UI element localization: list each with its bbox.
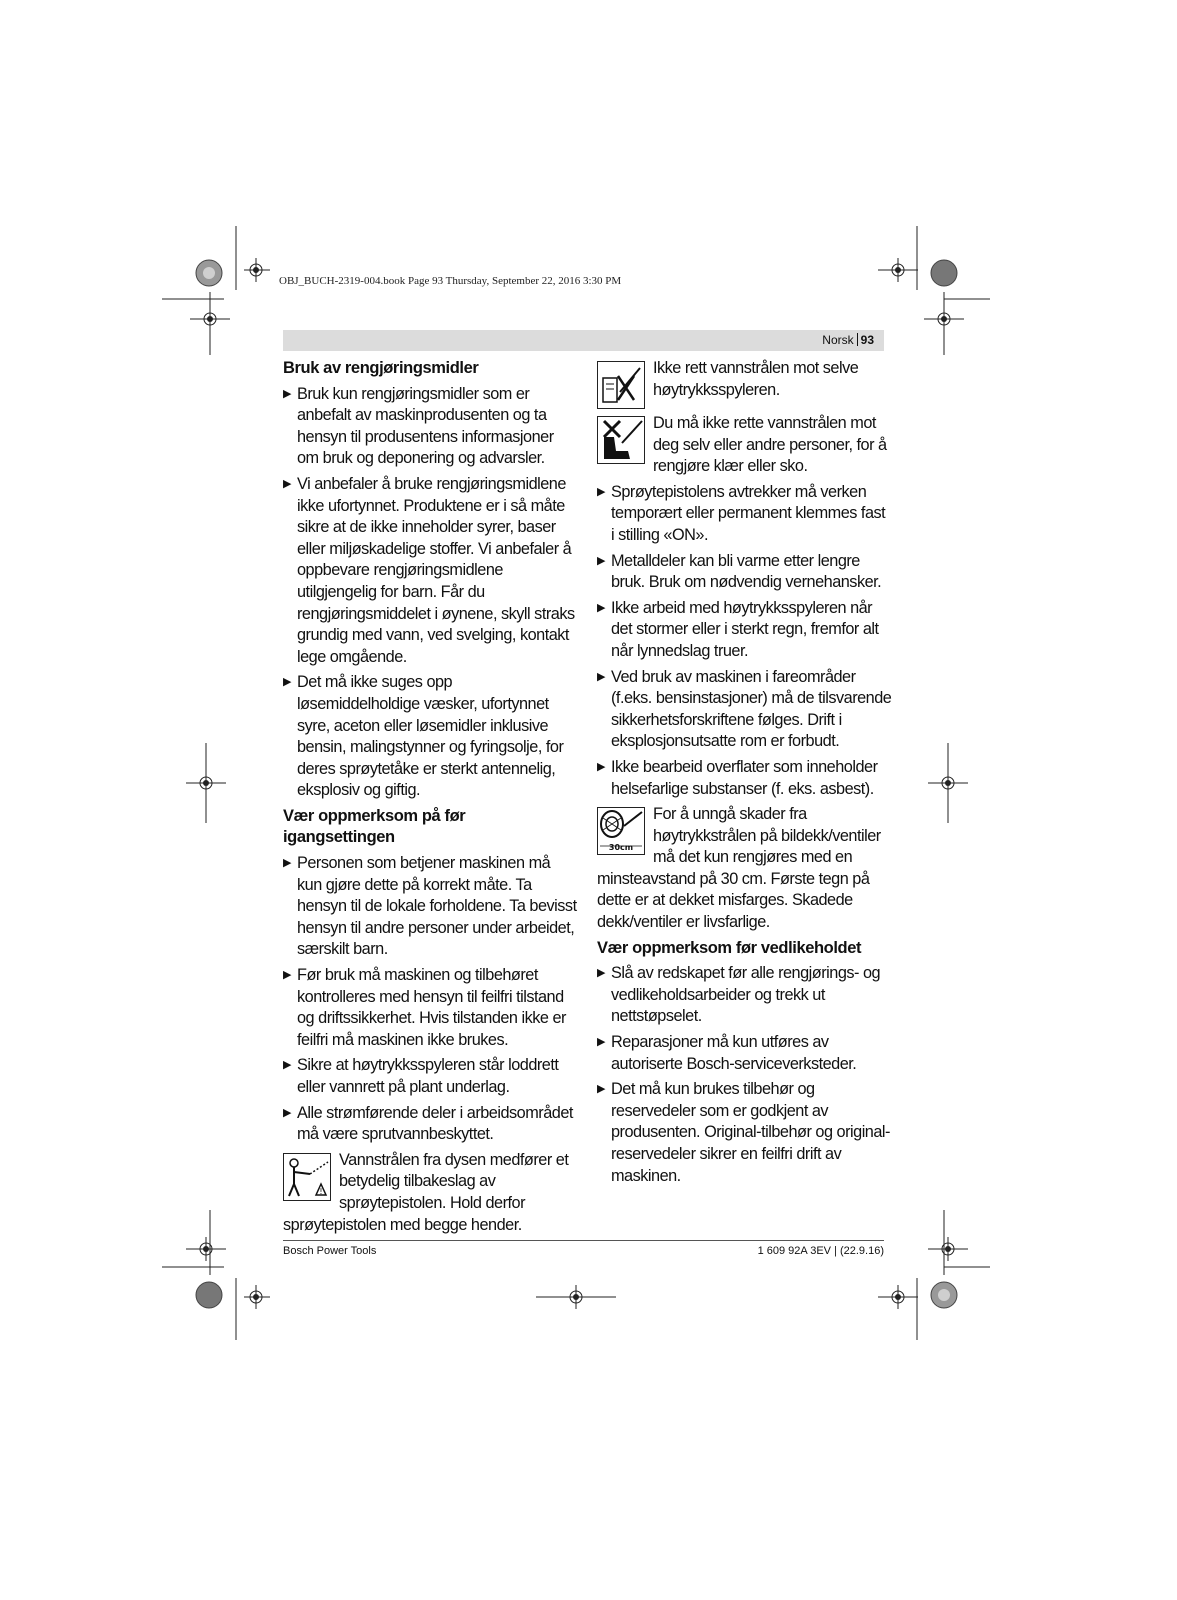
list-item: ▶ Reparasjoner må kun utføres av autoriserte Bosch-serviceverksteder. — [597, 1033, 857, 1073]
cleaning-agents-list — [283, 384, 578, 802]
list-item: ▶ Ikke bearbeid overflater som inneholder helsefarlige substanser (f. eks. asbest). — [597, 757, 878, 798]
bullet-arrow-icon: ▶ — [597, 760, 605, 773]
bullet-arrow-icon: ▶ — [597, 554, 605, 567]
bullet-arrow-icon: ▶ — [597, 1083, 605, 1096]
page-number: 93 — [860, 333, 874, 347]
tyre-distance-text: For å unngå skader fra høytrykkstrålen på bildekk/ventiler må det kun rengjøres med en minsteavstand på 30 cm. Første tegn på dette er at dekket misfarges. Skadede dekk/ventiler er livsfarlige. — [597, 805, 881, 932]
before-startup-list — [283, 853, 578, 1146]
bullet-arrow-icon: ▶ — [597, 670, 605, 683]
distance-label: 30cm — [608, 843, 634, 853]
recoil-warning-icon — [283, 1153, 331, 1201]
tyre-distance-warning — [597, 804, 892, 934]
section-title-cleaning-agents: Bruk av rengjøringsmidler — [283, 359, 479, 377]
list-item: ▶ Personen som betjener maskinen må kun gjøre dette på korrekt måte. Ta hensyn til de lokale forholdene. Ta bevisst hensyn til andre personer under arbeidet, særskilt barn. — [283, 854, 577, 959]
list-item: ▶ Sikre at høytrykksspyleren står loddrett eller vannrett på plant underlag. — [283, 1056, 559, 1096]
bullet-arrow-icon: ▶ — [283, 676, 291, 689]
footer-brand: Bosch Power Tools — [283, 1245, 377, 1257]
footer-doc-number: 1 609 92A 3EV | (22.9.16) — [757, 1245, 884, 1257]
no-spray-persons-warning — [597, 413, 892, 478]
list-item: ▶ Det må kun brukes tilbehør og reservedeler som er godkjent av produsenten. Original-tilbehør og original-reservedeler sikrer en feilfri drift av maskinen. — [597, 1080, 890, 1185]
list-item: ▶ Sprøytepistolens avtrekker må verken temporært eller permanent klemmes fast i stilling «ON». — [597, 482, 886, 544]
header-text — [822, 333, 874, 347]
list-item: ▶ Vi anbefaler å bruke rengjøringsmidlene ikke ufortynnet. Produktene er i så måte sikre at de ikke inneholder syrer, baser eller miljøskadelige stoffer. Vi anbefaler å oppbevare rengjøringsmidlene utilgjengelig for barn. Får du rengjøringsmiddelet i øynene, skyll straks grundig med vann, ved svelging, kontakt lege omgående. — [283, 474, 575, 666]
bullet-arrow-icon: ▶ — [597, 1036, 605, 1049]
bullet-arrow-icon: ▶ — [283, 857, 291, 870]
no-spray-machine-text: Ikke rett vannstrålen mot selve høytrykksspyleren. — [653, 359, 859, 399]
section-title-maintenance: Vær oppmerksom før vedlikeholdet — [597, 938, 862, 957]
bullet-arrow-icon: ▶ — [283, 1059, 291, 1072]
right-column — [597, 358, 892, 1187]
recoil-warning-text: Vannstrålen fra dysen medfører et betydelig tilbakeslag av sprøytepistolen. Hold derfor sprøytepistolen med begge hender. — [283, 1150, 569, 1234]
no-spray-machine-warning — [597, 358, 892, 409]
footer-divider — [283, 1240, 884, 1241]
list-item: ▶ Ved bruk av maskinen i fareområder (f.eks. bensinstasjoner) må de tilsvarende sikkerhetsforskriftene følges. Drift i eksplosjonsutsatte rom er forbudt. — [597, 667, 892, 751]
section-title-before-startup: Vær oppmerksom på før igangsettingen — [283, 806, 466, 847]
list-item: ▶ Ikke arbeid med høytrykksspyleren når det stormer eller i sterkt regn, fremfor alt når lynnedslag truer. — [597, 598, 879, 660]
maintenance-list — [597, 963, 892, 1187]
page-header — [283, 330, 884, 351]
recoil-warning — [283, 1150, 578, 1236]
no-spray-persons-text: Du må ikke rette vannstrålen mot deg selv eller andre personer, for å rengjøre klær eller sko. — [653, 414, 887, 476]
list-item: ▶ Slå av redskapet før alle rengjørings- og vedlikeholdsarbeider og trekk ut nettstøpselet. — [597, 964, 881, 1026]
left-column — [283, 358, 578, 1236]
bullet-arrow-icon: ▶ — [283, 1106, 291, 1119]
print-info: OBJ_BUCH-2319-004.book Page 93 Thursday, September 22, 2016 3:30 PM — [279, 275, 622, 287]
bullet-arrow-icon: ▶ — [597, 967, 605, 980]
list-item: ▶ Alle strømførende deler i arbeidsområdet må være sprutvannbeskyttet. — [283, 1103, 573, 1144]
bullet-arrow-icon: ▶ — [283, 969, 291, 982]
bullet-arrow-icon: ▶ — [283, 477, 291, 490]
bullet-arrow-icon: ▶ — [597, 485, 605, 498]
no-spray-persons-icon — [597, 416, 645, 464]
list-item: ▶ Det må ikke suges opp løsemiddelholdige væsker, ufortynnet syre, aceton eller løsemidler inklusive bensin, malingstynner og fyringsolje, for deres sprøytetåke er sterkt antennelig, eksplosiv og giftig. — [283, 673, 564, 800]
bullet-arrow-icon: ▶ — [597, 601, 605, 614]
svg-text:!: ! — [319, 1186, 323, 1196]
list-item: ▶ Før bruk må maskinen og tilbehøret kontrolleres med hensyn til feilfri tilstand og driftssikkerhet. Hvis tilstanden ikke er feilfri må maskinen ikke brukes. — [283, 966, 566, 1049]
tyre-distance-icon — [597, 807, 645, 855]
safety-list — [597, 482, 892, 800]
no-spray-machine-icon — [597, 361, 645, 409]
bullet-arrow-icon: ▶ — [283, 387, 291, 400]
list-item: ▶ Metalldeler kan bli varme etter lengre bruk. Bruk om nødvendig vernehansker. — [597, 551, 882, 592]
list-item: ▶ Bruk kun rengjøringsmidler som er anbefalt av maskinprodusenten og ta hensyn til produsentens informasjoner om bruk og deponering og advarsler. — [283, 384, 554, 468]
header-language: Norsk — [822, 333, 854, 347]
